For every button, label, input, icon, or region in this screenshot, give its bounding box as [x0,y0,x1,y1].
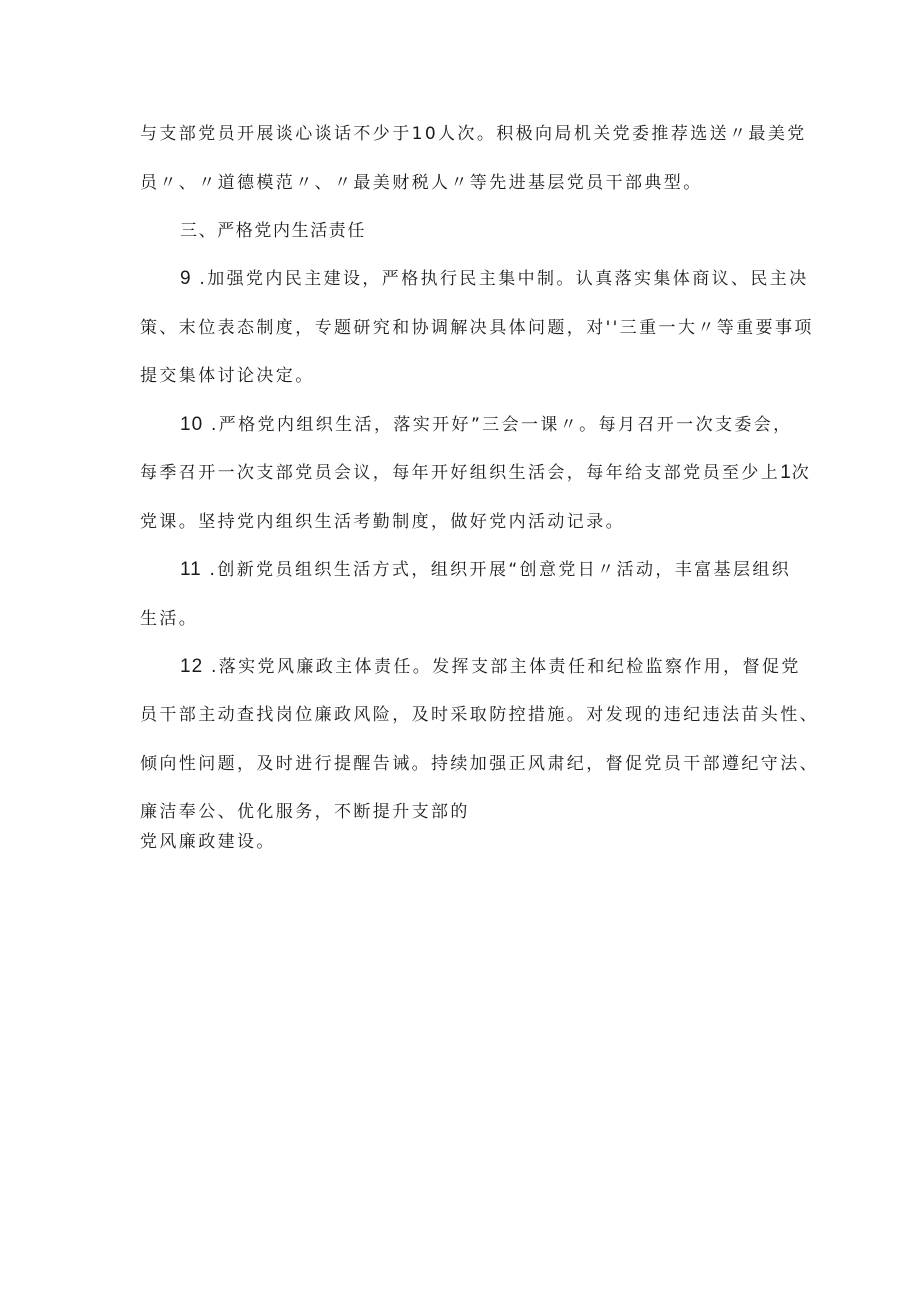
item10-text-2b: 次 [791,463,812,483]
item10-number: 10 [180,414,204,435]
item12-text-1: .落实党风廉政主体责任。发挥支部主体责任和纪检监察作用，督促党 [210,657,801,677]
item10-text-2a: 每季召开一次支部党员会议，每年开好组织生活会，每年给支部党员至少上 [140,463,781,483]
item12-line-3 [140,752,819,776]
intro-line-2 [140,171,703,195]
item12-line-4 [140,800,470,824]
section-heading-text: 三、严格党内生活责任 [180,221,366,241]
item10-line-2 [140,461,811,485]
item12-text-3: 倾向性问题，及时进行提醒告诫。持续加强正风肃纪，督促党员干部遵纪守法、 [140,754,819,774]
item9-text-1: .加强党内民主建设，严格执行民主集中制。认真落实集体商议、民主决 [199,269,809,289]
item12-text-4: 廉洁奉公、优化服务，不断提升支部的 [140,802,470,822]
item11-text-2: 生活。 [140,609,199,629]
item9-text-2: 策、末位表态制度，专题研究和协调解决具体问题，对''三重一大〃等重要事项 [140,318,814,338]
item11-line-2 [140,607,198,631]
item9-line-1 [180,267,809,291]
item10-text-3: 党课。坚持党内组织生活考勤制度，做好党内活动记录。 [140,512,625,532]
item12-text-5: 党风廉政建设。 [140,832,276,852]
item9-line-2 [140,316,814,340]
item9-line-3 [140,364,315,388]
item12-line-1 [180,655,801,679]
intro-line-1 [140,122,807,146]
item10-line-1 [180,413,793,437]
item12-text-2: 员干部主动查找岗位廉政风险，及时采取防控措施。对发现的违纪违法苗头性、 [140,705,819,725]
item12-line-2 [140,703,819,727]
item11-number: 11 [180,559,202,580]
section-heading [180,219,366,243]
item10-inline-number: 1 [780,462,792,483]
item9-number: 9 [180,268,192,289]
item11-line-1 [180,558,791,582]
intro-text-1: 与支部党员开展谈心谈话不少于10人次。积极向局机关党委推荐选送〃最美党 [140,124,807,144]
item9-text-3: 提交集体讨论决定。 [140,366,315,386]
item12-line-5 [140,830,276,854]
item12-number: 12 [180,656,204,677]
item10-line-3 [140,510,625,534]
item10-text-1: .严格党内组织生活，落实开好”三会一课〃。每月召开一次支委会， [210,415,793,435]
intro-text-2: 员〃、〃道德模范〃、〃最美财税人〃等先进基层党员干部典型。 [140,173,703,193]
item11-text-1: .创新党员组织生活方式，组织开展“创意党日〃活动，丰富基层组织 [209,560,792,580]
